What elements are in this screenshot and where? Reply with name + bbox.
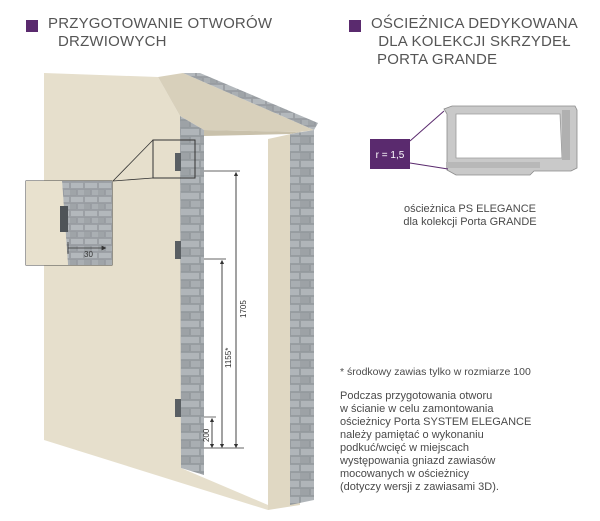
profile-caption bbox=[360, 203, 580, 229]
left-jamb-brick bbox=[180, 116, 204, 475]
notch-depth-label: 30 bbox=[84, 250, 93, 259]
caption-line-1: ościeżnica PS ELEGANCE bbox=[403, 203, 537, 215]
paragraph-line-8: (dotyczy wersji z zawiasami 3D). bbox=[340, 481, 499, 493]
total-height-label: 1705 bbox=[239, 300, 248, 318]
footnote: * środkowy zawias tylko w rozmiarze 100 bbox=[340, 366, 531, 378]
right-jamb-brick bbox=[290, 130, 314, 505]
hinge-notch-top bbox=[175, 153, 181, 171]
frame-profile bbox=[444, 106, 577, 175]
wall-face bbox=[44, 73, 268, 510]
paragraph-line-4: należy pamiętać o wykonaniu bbox=[340, 429, 484, 441]
zoom-inset bbox=[26, 181, 112, 265]
hinge-notch-middle bbox=[175, 241, 181, 259]
paragraph-line-1: Podczas przygotowania otworu bbox=[340, 390, 493, 402]
radius-label: r = 1,5 bbox=[375, 150, 405, 161]
paragraph-line-6: występowania gniazd zawiasów bbox=[340, 455, 496, 467]
radius-callout bbox=[370, 111, 448, 169]
hinge-notch-bottom bbox=[175, 399, 181, 417]
paragraph-line-2: w ścianie w celu zamontowania bbox=[340, 403, 494, 415]
dimension-lines bbox=[204, 171, 244, 448]
bottom-height-label: 200 bbox=[202, 428, 211, 442]
left-header-line-2: DRZWIOWYCH bbox=[58, 33, 167, 50]
paragraph-line-3: ościeżnicy Porta SYSTEM ELEGANCE bbox=[340, 416, 532, 428]
right-header-line-1: OŚCIEŻNICA DEDYKOWANA bbox=[371, 15, 579, 32]
left-header-line-1: PRZYGOTOWANIE OTWORÓW bbox=[48, 15, 273, 32]
middle-hinge-label: 1155* bbox=[224, 347, 233, 368]
right-header-line-2: DLA KOLEKCJI SKRZYDEŁ bbox=[378, 33, 571, 50]
paragraph-line-7: mocowanych w ościeżnicy bbox=[340, 468, 469, 480]
paragraph-line-5: podkuć/wcięć w miejscach bbox=[340, 442, 469, 454]
caption-line-2: dla kolekcji Porta GRANDE bbox=[403, 216, 537, 228]
instruction-paragraph bbox=[340, 390, 570, 494]
right-header-line-3: PORTA GRANDE bbox=[377, 51, 498, 68]
